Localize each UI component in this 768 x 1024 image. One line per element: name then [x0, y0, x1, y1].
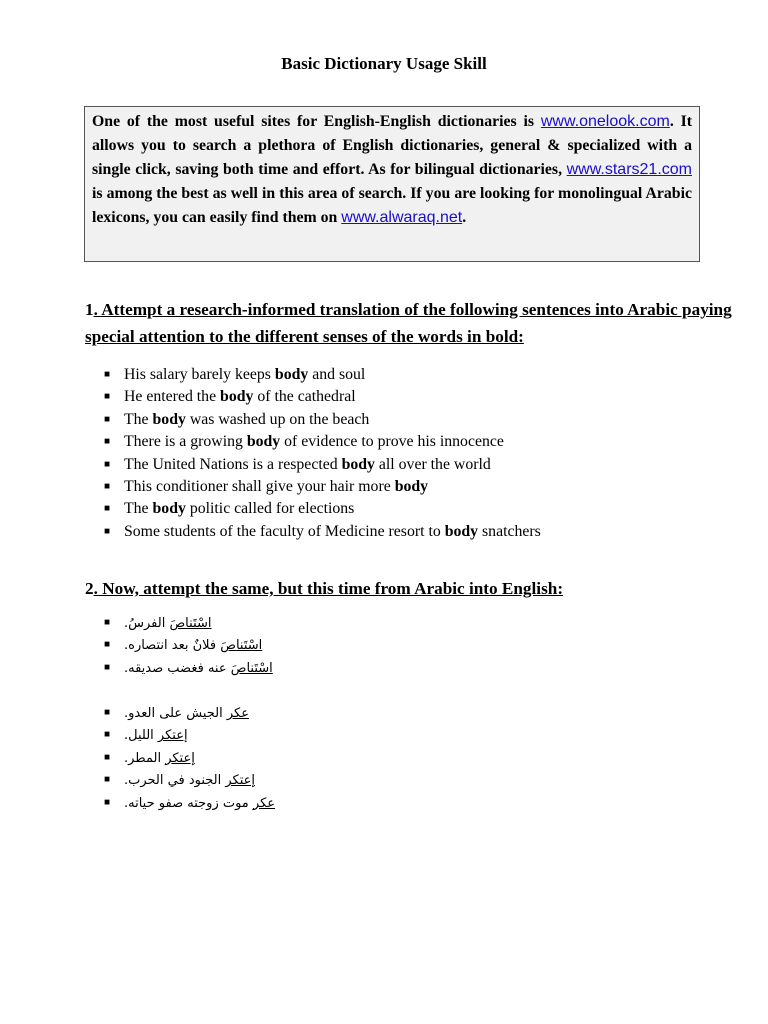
list-item: [84, 724, 275, 746]
bullet-icon: ■: [104, 413, 111, 425]
arabic-sentence-list: [84, 702, 275, 814]
bullet-icon: ■: [104, 751, 111, 763]
section-heading-text: . Now, attempt the same, but this time from Arabic into English:: [93, 579, 564, 598]
intro-text: is among the best as well in this area of search. If you are looking for monolingual Arabic lexicons, you can easily find them on: [92, 185, 692, 226]
keyword: body: [341, 455, 375, 473]
sentence-text: There is a growing: [124, 433, 247, 451]
section-number: 1: [85, 300, 94, 319]
section-1-heading: [85, 296, 735, 350]
english-sentence-list: [84, 364, 541, 543]
bullet-icon: ■: [104, 503, 111, 515]
keyword: body: [246, 433, 281, 451]
sentence-text: الجيش على العدو.: [124, 706, 227, 721]
arabic-sentence: [124, 725, 188, 747]
arabic-sentence-list: [84, 612, 273, 679]
arabic-sentence: [124, 635, 262, 657]
list-item: [84, 702, 275, 724]
list-item: [84, 476, 541, 498]
sentence-text: The: [124, 500, 153, 518]
bullet-icon: ■: [104, 774, 111, 786]
sentence-text: of the cathedral: [253, 388, 356, 406]
list-item: [84, 612, 273, 634]
keyword: عكر: [252, 795, 276, 811]
keyword: إعتكر: [225, 773, 256, 789]
list-item: [84, 364, 541, 386]
sentence-text: This conditioner shall give your hair more: [124, 477, 395, 495]
sentence-text: الجنود في الحرب.: [124, 773, 226, 789]
list-item: [84, 792, 275, 814]
sentence-text: snatchers: [478, 522, 541, 540]
arabic-sentence: [124, 793, 275, 815]
keyword: اسْتَناصَ: [169, 616, 212, 631]
intro-text: . It allows you to search a plethora of English dictionaries, general & specialized with a single click, saving both time and effort. As for bilingual dictionaries,: [92, 113, 692, 178]
sentence-text: The United Nations is a respected: [124, 455, 342, 473]
keyword: إعتكر: [157, 728, 188, 744]
sentence-text: and soul: [308, 366, 366, 383]
list-item: [84, 521, 541, 543]
list-item: [84, 454, 541, 476]
sentence-text: all over the world: [374, 455, 491, 473]
section-2-heading: [85, 575, 735, 602]
keyword: body: [152, 500, 186, 518]
list-item: [84, 409, 541, 431]
list-item: [84, 769, 275, 791]
bullet-icon: ■: [104, 729, 111, 741]
list-item: [84, 657, 273, 679]
keyword: body: [274, 366, 309, 383]
stars21-link[interactable]: www.stars21.com: [566, 161, 692, 178]
sentence-text: موت زوجته صفو حياته.: [124, 795, 253, 811]
arabic-sentence: [124, 770, 255, 792]
bullet-icon: ■: [104, 391, 111, 403]
sentence-text: Some students of the faculty of Medicine resort to: [124, 522, 445, 540]
bullet-icon: ■: [104, 796, 111, 808]
bullet-icon: ■: [104, 525, 111, 537]
sentence-text: He entered the: [124, 388, 221, 406]
arabic-sentence: [124, 703, 249, 725]
section-heading-text: . Attempt a research-informed translation of the following sentences into Arabic paying special attention to the different senses of the words in bold:: [85, 300, 732, 346]
keyword: body: [152, 410, 186, 428]
bullet-icon: ■: [104, 617, 111, 628]
onelook-link[interactable]: www.onelook.com: [540, 113, 670, 130]
intro-text: .: [462, 209, 467, 226]
bullet-icon: ■: [104, 707, 111, 718]
sentence-text: المطر.: [124, 750, 166, 766]
keyword: body: [444, 522, 479, 540]
intro-box: [84, 106, 700, 262]
sentence-text: عنه فغضب صديقه.: [124, 660, 231, 676]
sentence-text: His salary barely keeps: [124, 366, 275, 383]
sentence-text: was washed up on the beach: [185, 410, 370, 428]
keyword: اسْتَناصَ: [220, 638, 263, 654]
sentence-text: The: [124, 410, 153, 428]
sentence-text: of evidence to prove his innocence: [280, 433, 504, 451]
arabic-sentence: [124, 748, 195, 770]
list-item: [84, 747, 275, 769]
section-number: 2: [85, 579, 94, 598]
list-item: [84, 498, 541, 520]
bullet-icon: ■: [104, 639, 111, 651]
sentence-text: politic called for elections: [185, 500, 355, 518]
arabic-sentence: [124, 613, 212, 635]
list-item: [84, 431, 541, 453]
bullet-icon: ■: [104, 458, 111, 470]
sentence-text: الليل.: [124, 728, 158, 744]
bullet-icon: ■: [104, 661, 111, 673]
list-item: [84, 386, 541, 408]
sentence-text: الفرسُ.: [124, 616, 170, 631]
keyword: اسْتَناصَ: [230, 660, 273, 676]
keyword: عكر: [226, 706, 249, 721]
bullet-icon: ■: [104, 369, 111, 380]
alwaraq-link[interactable]: www.alwaraq.net: [341, 209, 463, 226]
keyword: body: [394, 477, 429, 495]
intro-text: One of the most useful sites for English-English dictionaries is: [92, 113, 541, 130]
arabic-sentence: [124, 658, 273, 680]
keyword: إعتكر: [165, 750, 195, 766]
keyword: body: [220, 388, 254, 406]
bullet-icon: ■: [104, 480, 111, 492]
sentence-text: فلانٌ بعد انتصاره.: [124, 638, 221, 654]
list-item: [84, 634, 273, 656]
bullet-icon: ■: [104, 436, 111, 448]
page-title: Basic Dictionary Usage Skill: [281, 54, 487, 73]
